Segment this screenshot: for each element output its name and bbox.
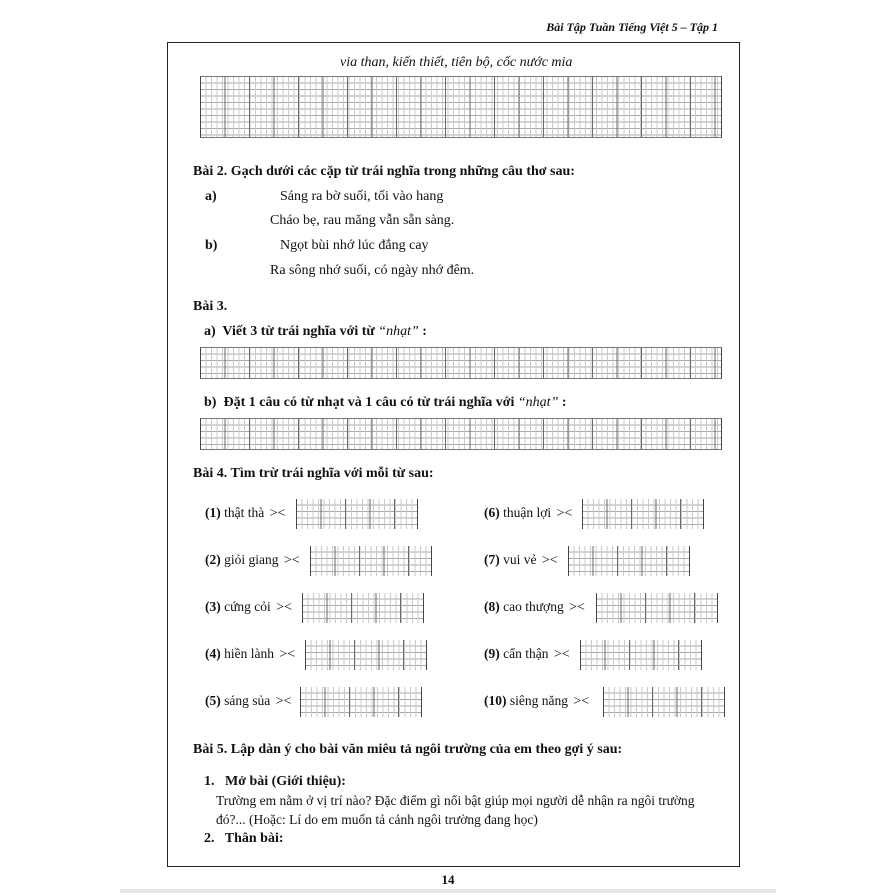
bai3-a-word: “nhạt” xyxy=(378,324,419,339)
bai3-a-text: Viết 3 từ trái nghĩa với từ xyxy=(222,324,379,339)
bai4-heading: Bài 4. Tìm trừ trái nghĩa với mỗi từ sau: xyxy=(193,466,434,481)
item-number: (7) xyxy=(484,552,500,567)
item-number: 2. xyxy=(204,831,215,846)
bai3-b-label: b) xyxy=(204,395,217,410)
bai3-a-label: a) xyxy=(204,324,216,339)
bai4-item xyxy=(484,505,572,522)
top-words: via than, kiến thiết, tiên bộ, cốc nước mia xyxy=(340,55,573,70)
item-title: Mở bài (Giới thiệu): xyxy=(225,774,346,789)
bai5-item1-line1: Trường em nằm ở vị trí nào? Đặc điểm gì nổi bật giúp mọi người dễ nhận ra ngôi trường xyxy=(216,793,695,808)
poem-b-line1: Ngọt bùi nhớ lúc đắng cay xyxy=(280,238,429,253)
bai3-b-suffix: : xyxy=(558,395,567,410)
item-word: cẩn thận xyxy=(503,646,549,661)
item-number: (1) xyxy=(205,505,221,520)
answer-grid[interactable] xyxy=(296,499,418,529)
antonym-symbol: >< xyxy=(269,506,286,521)
antonym-symbol: >< xyxy=(569,600,585,615)
book-header: Bài Tập Tuần Tiếng Việt 5 – Tập 1 xyxy=(546,20,718,34)
item-number: (10) xyxy=(484,693,507,708)
antonym-symbol: >< xyxy=(573,694,590,709)
bai2-heading: Bài 2. Gạch dưới các cặp từ trái nghĩa trong những câu thơ sau: xyxy=(193,164,575,179)
answer-grid[interactable] xyxy=(568,546,690,576)
bai4-item xyxy=(205,599,292,616)
antonym-symbol: >< xyxy=(275,694,292,709)
answer-grid[interactable] xyxy=(582,499,704,529)
item-word: siêng năng xyxy=(509,693,568,708)
bai5-item2-title xyxy=(204,831,284,847)
item-word: cao thượng xyxy=(503,599,564,614)
answer-grid[interactable] xyxy=(596,593,718,623)
bai3-b-text: Đặt 1 câu có từ nhạt và 1 câu có từ trái nghĩa với xyxy=(223,395,518,410)
answer-grid[interactable] xyxy=(302,593,424,623)
item-number: (9) xyxy=(484,646,500,661)
item-number: 1. xyxy=(204,774,215,789)
item-number: (3) xyxy=(205,599,221,614)
answer-grid[interactable] xyxy=(580,640,702,670)
antonym-symbol: >< xyxy=(279,647,296,662)
item-number: (2) xyxy=(205,552,221,567)
antonym-symbol: >< xyxy=(541,553,558,568)
bai4-item xyxy=(205,505,285,522)
bai2-b-label: b) xyxy=(205,238,218,253)
item-word: vui vẻ xyxy=(503,552,537,567)
poem-a-line2: Cháo bẹ, rau măng vẫn sẵn sàng. xyxy=(270,213,455,228)
item-number: (4) xyxy=(205,646,221,661)
antonym-symbol: >< xyxy=(553,647,570,662)
bai4-item xyxy=(205,693,291,710)
answer-grid[interactable] xyxy=(305,640,427,670)
bai4-item xyxy=(484,552,558,569)
bai3-b-word: “nhạt” xyxy=(517,395,559,410)
item-title: Thân bài: xyxy=(224,831,284,846)
writing-grid-3b[interactable] xyxy=(200,418,722,450)
bai4-item xyxy=(205,646,295,663)
bai4-item xyxy=(205,552,300,569)
bai5-item1-title xyxy=(204,774,346,790)
answer-grid[interactable] xyxy=(310,546,432,576)
bai3-heading: Bài 3. xyxy=(193,299,228,314)
bai4-item xyxy=(484,646,570,663)
answer-grid[interactable] xyxy=(300,687,422,717)
antonym-symbol: >< xyxy=(283,553,300,568)
bottom-rule xyxy=(120,889,776,893)
antonym-symbol: >< xyxy=(276,600,292,615)
writing-grid-3a[interactable] xyxy=(200,347,722,379)
item-word: sáng sủa xyxy=(224,693,271,708)
writing-grid-top[interactable] xyxy=(200,76,722,138)
item-word: thật thà xyxy=(224,505,265,520)
item-number: (8) xyxy=(484,599,500,614)
bai3-b-prompt xyxy=(204,395,567,411)
item-number: (5) xyxy=(205,693,221,708)
poem-a-line1: Sáng ra bờ suối, tối vào hang xyxy=(280,189,444,204)
bai3-a-suffix: : xyxy=(418,324,427,339)
answer-grid[interactable] xyxy=(603,687,725,717)
bai5-item1-line2: đó?... (Hoặc: Lí do em muốn tả cảnh ngôi trường đang học) xyxy=(216,812,538,827)
bai2-a-label: a) xyxy=(205,189,217,204)
page-number: 14 xyxy=(441,872,455,887)
bai5-heading: Bài 5. Lập dàn ý cho bài văn miêu tả ngôi trường của em theo gợi ý sau: xyxy=(193,742,623,757)
antonym-symbol: >< xyxy=(556,506,573,521)
item-word: thuận lợi xyxy=(503,505,552,520)
bai4-item xyxy=(484,599,585,616)
item-word: cứng cỏi xyxy=(224,599,271,614)
item-word: giỏi giang xyxy=(224,552,279,567)
poem-b-line2: Ra sông nhớ suối, có ngày nhớ đêm. xyxy=(270,263,475,278)
item-number: (6) xyxy=(484,505,500,520)
item-word: hiền lành xyxy=(224,646,274,661)
bai3-a-prompt xyxy=(204,324,427,340)
bai4-item xyxy=(484,693,589,710)
